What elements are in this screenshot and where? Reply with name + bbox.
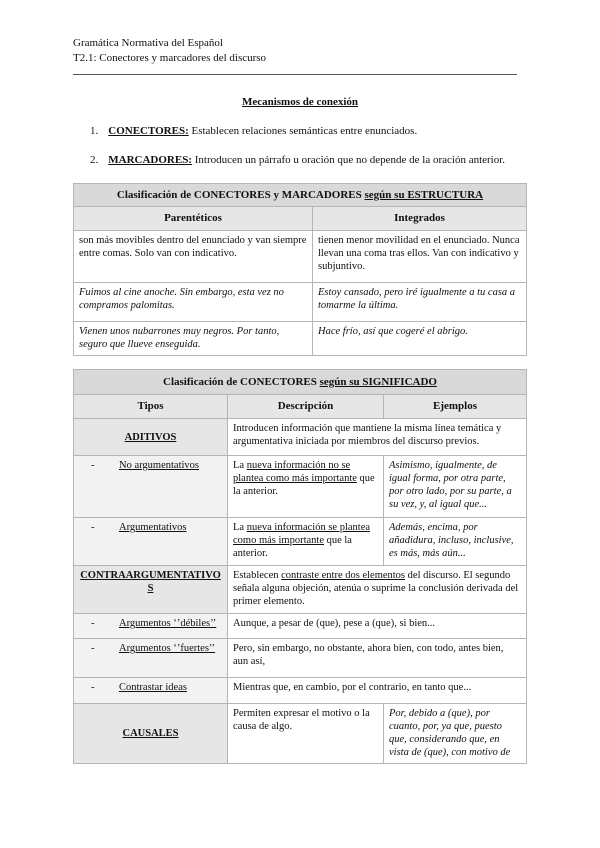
section-title: Mecanismos de conexión: [241, 96, 359, 108]
table-row: [74, 419, 527, 456]
list-text: Introducen un párrafo u oración que no depende de la oración anterior.: [194, 154, 506, 166]
table-title: Clasificación de CONECTORES y MARCADORES según su ESTRUCTURA: [74, 184, 527, 207]
doc-header-subject: Gramática Normativa del Español: [73, 37, 223, 49]
cell: Asimismo, igualmente, de igual forma, por otra parte, por otro lado, por su parte, a su vez, y, al igual que...: [384, 456, 527, 518]
category-label: CONTRAARGUMENTATIVOS: [74, 566, 228, 614]
list-text: Establecen relaciones semánticas entre enunciados.: [191, 125, 418, 137]
cell: Estoy cansado, pero iré igualmente a tu casa a tomarme la última.: [313, 283, 527, 322]
cell: Vienen unos nubarrones muy negros. Por tanto, seguro que llueve enseguida.: [74, 322, 313, 356]
cell: Mientras que, en cambio, por el contrario, en tanto que...: [228, 678, 527, 704]
subtype: - Argumentativos: [74, 518, 228, 566]
table-row: [74, 704, 527, 764]
structure-table: [73, 183, 527, 356]
meaning-table: [73, 369, 527, 764]
table-row: [74, 231, 527, 283]
table-row: [74, 518, 527, 566]
cell: tienen menor movilidad en el enunciado. Nunca llevan una coma tras ellos. Van con indicativo y subjuntivo.: [313, 231, 527, 283]
list-term: MARCADORES:: [108, 154, 192, 166]
column-header: Ejemplos: [384, 395, 527, 419]
table-row: [74, 322, 527, 356]
cell: La nueva información se plantea como más importante que la anterior.: [228, 518, 384, 566]
cell: Aunque, a pesar de (que), pese a (que), si bien...: [228, 614, 527, 639]
cell: Establecen contraste entre dos elementos del discurso. El segundo señala alguna objeción, atenúa o suprime la conclusión derivada del primer elemento.: [228, 566, 527, 614]
cell: Introducen información que mantiene la misma línea temática y argumentativa iniciada por miembros del discurso previos.: [228, 419, 527, 456]
list-number: 2.: [90, 154, 99, 166]
cell: Por, debido a (que), por cuanto, por, ya que, puesto que, considerando que, en vista de (que), con motivo de: [384, 704, 527, 764]
table-row: [74, 639, 527, 678]
subtype: - Argumentos ‘’fuertes’’: [74, 639, 228, 678]
table-row: [74, 614, 527, 639]
category-label: ADITIVOS: [74, 419, 228, 456]
subtype: - No argumentativos: [74, 456, 228, 518]
category-label: CAUSALES: [74, 704, 228, 764]
doc-header-topic: T2.1: Conectores y marcadores del discurso: [73, 52, 267, 64]
header-divider: [73, 74, 517, 75]
cell: La nueva información no se plantea como más importante que la anterior.: [228, 456, 384, 518]
cell: Hace frío, así que cogeré el abrigo.: [313, 322, 527, 356]
list-term: CONECTORES:: [108, 125, 189, 137]
subtype: - Contrastar ideas: [74, 678, 228, 704]
list-number: 1.: [90, 125, 99, 137]
list-item: [90, 154, 505, 166]
column-header: Parentéticos: [74, 207, 313, 231]
cell: Pero, sin embargo, no obstante, ahora bien, con todo, antes bien, aun así,: [228, 639, 527, 678]
cell: Fuimos al cine anoche. Sin embargo, esta vez no compramos palomitas.: [74, 283, 313, 322]
cell: son más movibles dentro del enunciado y van siempre entre comas. Solo van con indicativo.: [74, 231, 313, 283]
column-header: Descripción: [228, 395, 384, 419]
cell: Además, encima, por añadidura, incluso, inclusive, es más, más aún...: [384, 518, 527, 566]
cell: Permiten expresar el motivo o la causa de algo.: [228, 704, 384, 764]
table-row: [74, 566, 527, 614]
table-row: [74, 283, 527, 322]
column-header: Integrados: [313, 207, 527, 231]
table-title: Clasificación de CONECTORES según su SIGNIFICADO: [74, 370, 527, 395]
table-row: [74, 456, 527, 518]
subtype: - Argumentos ‘’débiles’’: [74, 614, 228, 639]
list-item: [90, 125, 417, 137]
column-header: Tipos: [74, 395, 228, 419]
table-row: [74, 678, 527, 704]
